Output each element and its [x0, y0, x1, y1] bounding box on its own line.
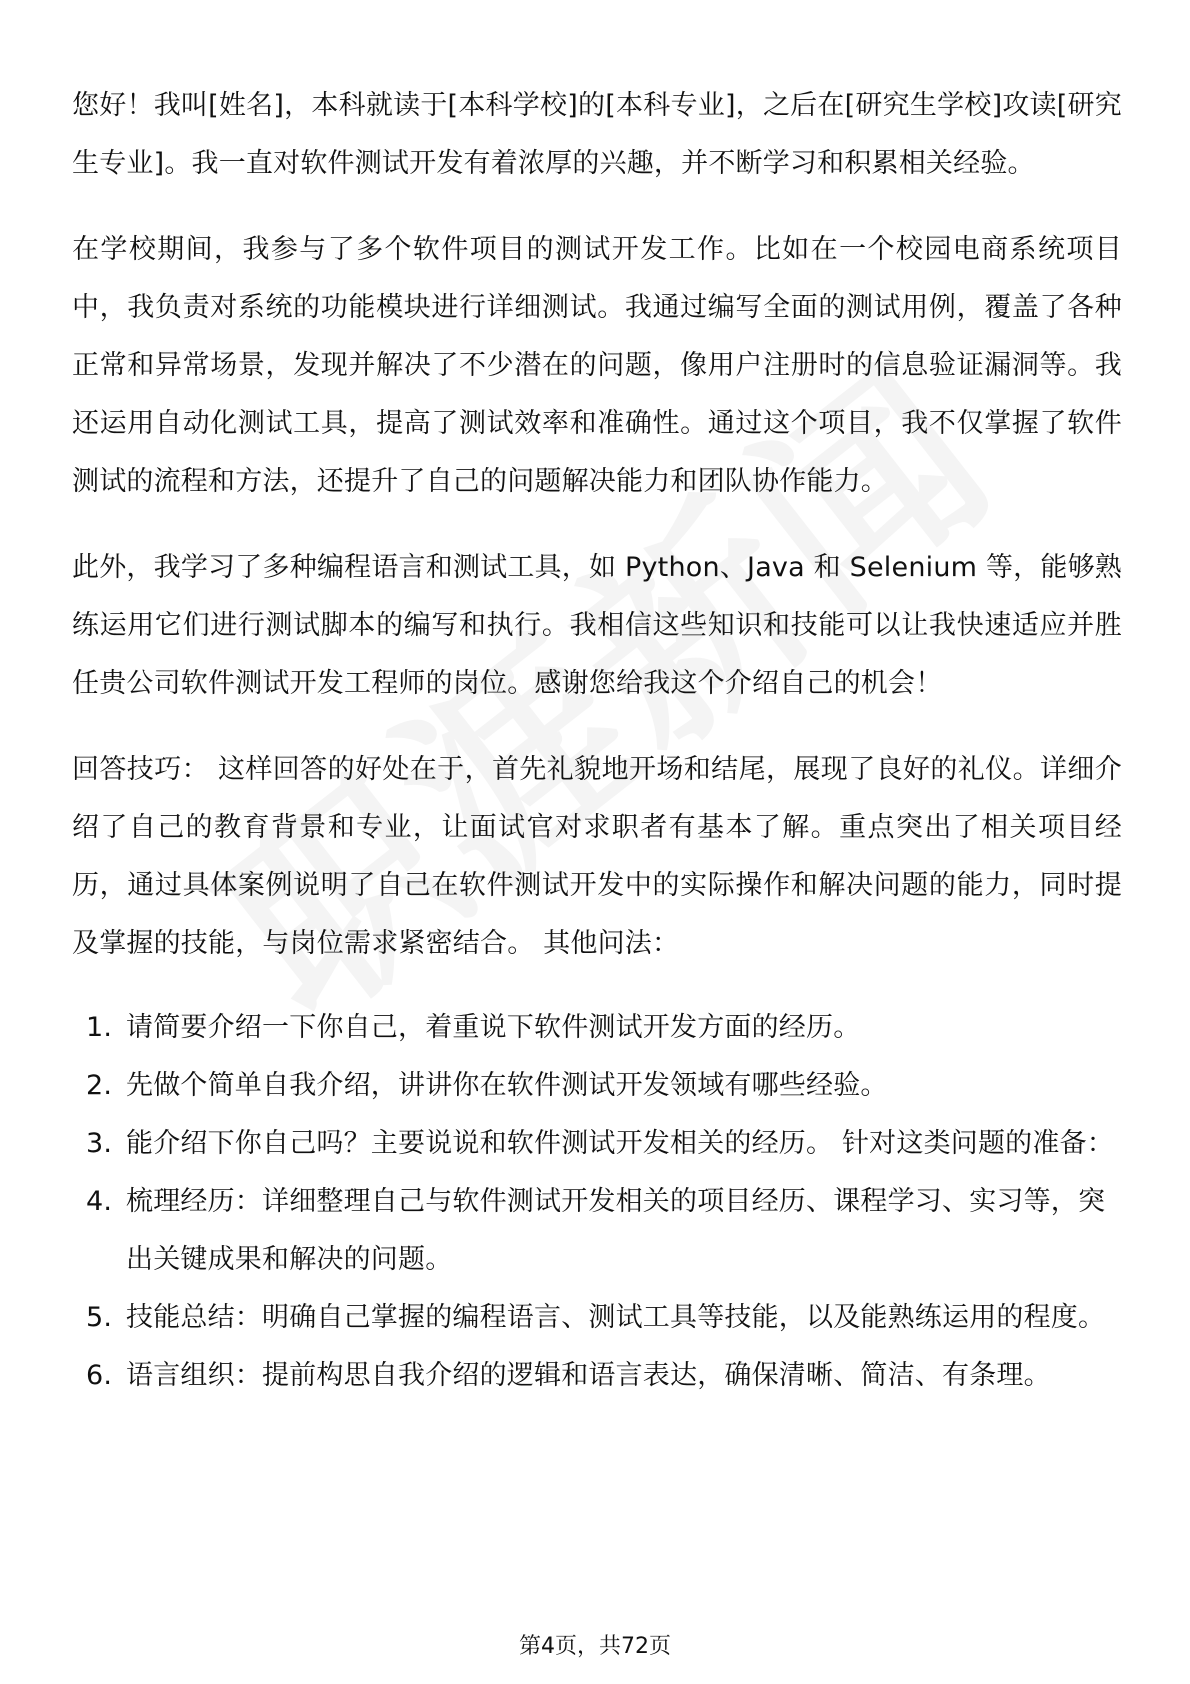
page-number: 第4页，共72页: [519, 1634, 671, 1659]
list-number: 1.: [86, 1012, 113, 1043]
list-text: 语言组织：提前构思自我介绍的逻辑和语言表达，确保清晰、简洁、有条理。: [126, 1360, 1051, 1391]
list-number: 6.: [86, 1360, 113, 1391]
paragraph-tips: 回答技巧： 这样回答的好处在于，首先礼貌地开场和结尾，展现了良好的礼仪。详细介绍了自己的教育背景和专业，让面试官对求职者有基本了解。重点突出了相关项目经历，通过具体案例说明了自己在软件测试开发中的实际操作和解决问题的能力，同时提及掌握的技能，与岗位需求紧密结合。 其他问法：: [72, 754, 1122, 959]
paragraph-project: 在学校期间，我参与了多个软件项目的测试开发工作。比如在一个校园电商系统项目中，我负责对系统的功能模块进行详细测试。我通过编写全面的测试用例，覆盖了各种正常和异常场景，发现并解决了不少潜在的问题，像用户注册时的信息验证漏洞等。我还运用自动化测试工具，提高了测试效率和准确性。通过这个项目，我不仅掌握了软件测试的流程和方法，还提升了自己的问题解决能力和团队协作能力。: [72, 234, 1122, 497]
list-item: [72, 1173, 1122, 1289]
list-text: 能介绍下你自己吗？主要说说和软件测试开发相关的经历。 针对这类问题的准备：: [126, 1128, 1114, 1159]
list-number: 3.: [86, 1128, 113, 1159]
list-text: 先做个简单自我介绍，讲讲你在软件测试开发领域有哪些经验。: [126, 1070, 888, 1101]
list-item: [72, 1347, 1122, 1405]
document-body: [72, 77, 1122, 1405]
list-item: [72, 1115, 1122, 1173]
list-text: 请简要介绍一下你自己，着重说下软件测试开发方面的经历。: [126, 1012, 861, 1043]
list-text: 梳理经历：详细整理自己与软件测试开发相关的项目经历、课程学习、实习等，突出关键成果和解决的问题。: [126, 1186, 1106, 1275]
numbered-list: [72, 999, 1122, 1405]
list-text: 技能总结：明确自己掌握的编程语言、测试工具等技能，以及能熟练运用的程度。: [126, 1302, 1106, 1333]
list-number: 4.: [86, 1186, 113, 1217]
list-number: 5.: [86, 1302, 113, 1333]
list-item: [72, 1057, 1122, 1115]
list-number: 2.: [86, 1070, 113, 1101]
paragraph-intro: 您好！我叫[姓名]，本科就读于[本科学校]的[本科专业]，之后在[研究生学校]攻读[研究生专业]。我一直对软件测试开发有着浓厚的兴趣，并不断学习和积累相关经验。: [72, 90, 1122, 179]
list-item: [72, 1289, 1122, 1347]
list-item: [72, 999, 1122, 1057]
paragraph-skills: 此外，我学习了多种编程语言和测试工具，如 Python、Java 和 Selenium 等，能够熟练运用它们进行测试脚本的编写和执行。我相信这些知识和技能可以让我快速适应并胜任贵公司软件测试开发工程师的岗位。感谢您给我这个介绍自己的机会！: [72, 552, 1122, 699]
